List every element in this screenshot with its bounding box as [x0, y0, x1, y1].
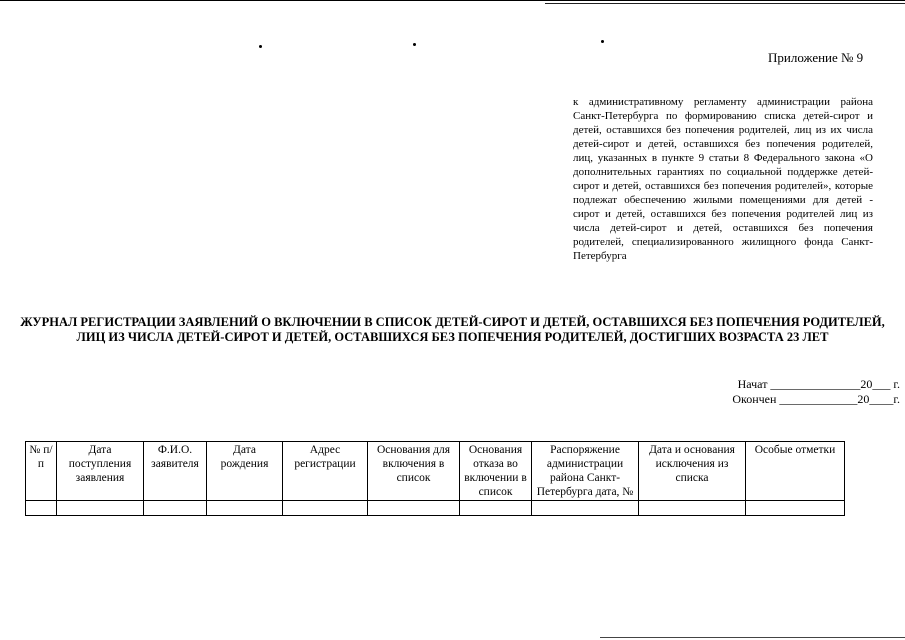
- scan-speck: [259, 45, 262, 48]
- header-refusal-grounds: Основания отказа во включении в список: [460, 442, 532, 501]
- table-cell: [368, 501, 460, 516]
- scan-edge-bottom: [600, 637, 905, 638]
- table-header-row: [26, 442, 845, 501]
- header-special-notes: Особые отметки: [746, 442, 845, 501]
- table-cell: [639, 501, 746, 516]
- header-exclusion-date: Дата и основания исключения из списка: [639, 442, 746, 501]
- scan-edge-top-right: [545, 3, 905, 4]
- regulation-reference: к административному регламенту администрации района Санкт-Петербурга по формированию списка детей-сирот и детей, оставшихся без попечения родителей, лиц из их числа детей-сирот и детей, оставшихся без попечения родителей, лиц, указанных в пункте 9 статьи 8 Федерального закона «О дополнительных гарантиях по социальной поддержке детей-сирот и детей, оставшихся без попечения родителей», которые подлежат обеспечению жилыми помещениями для детей - сирот и детей, оставшихся без попечения родителей лиц из числа детей-сирот и детей, оставшихся без попечения родителей, специализированного жилищного фонда Санкт-Петербурга: [573, 96, 873, 262]
- header-applicant-name: Ф.И.О. заявителя: [144, 442, 207, 501]
- table-cell: [207, 501, 283, 516]
- finished-date-line: Окончен _____________20____г.: [732, 392, 900, 406]
- header-registration-address: Адрес регистрации: [283, 442, 368, 501]
- table-row: [26, 501, 845, 516]
- started-date-line: Начат _______________20___ г.: [737, 377, 900, 391]
- header-birth-date: Дата рождения: [207, 442, 283, 501]
- header-administration-order: Распоряжение администрации района Санкт-Петербурга дата, №: [532, 442, 639, 501]
- header-number: № п/п: [26, 442, 57, 501]
- table-cell: [283, 501, 368, 516]
- appendix-label: Приложение № 9: [768, 50, 864, 65]
- table-cell: [532, 501, 639, 516]
- scan-speck: [413, 43, 416, 46]
- document-title: ЖУРНАЛ РЕГИСТРАЦИИ ЗАЯВЛЕНИЙ О ВКЛЮЧЕНИИ В СПИСОК ДЕТЕЙ-СИРОТ И ДЕТЕЙ, ОСТАВШИХСЯ БЕЗ ПОПЕЧЕНИЯ РОДИТЕЛЕЙ, ЛИЦ ИЗ ЧИСЛА ДЕТЕЙ-СИРОТ И ДЕТЕЙ, ОСТАВШИХСЯ БЕЗ ПОПЕЧЕНИЯ РОДИТЕЛЕЙ, ДОСТИГШИХ ВОЗРАСТА 23 ЛЕТ: [20, 315, 885, 344]
- journal-dates: [690, 377, 900, 407]
- table-cell: [746, 501, 845, 516]
- header-inclusion-grounds: Основания для включения в список: [368, 442, 460, 501]
- table-cell: [57, 501, 144, 516]
- journal-table: [25, 441, 845, 516]
- header-receipt-date: Дата поступления заявления: [57, 442, 144, 501]
- table-cell: [26, 501, 57, 516]
- table-cell: [460, 501, 532, 516]
- table-cell: [144, 501, 207, 516]
- scan-speck: [601, 40, 604, 43]
